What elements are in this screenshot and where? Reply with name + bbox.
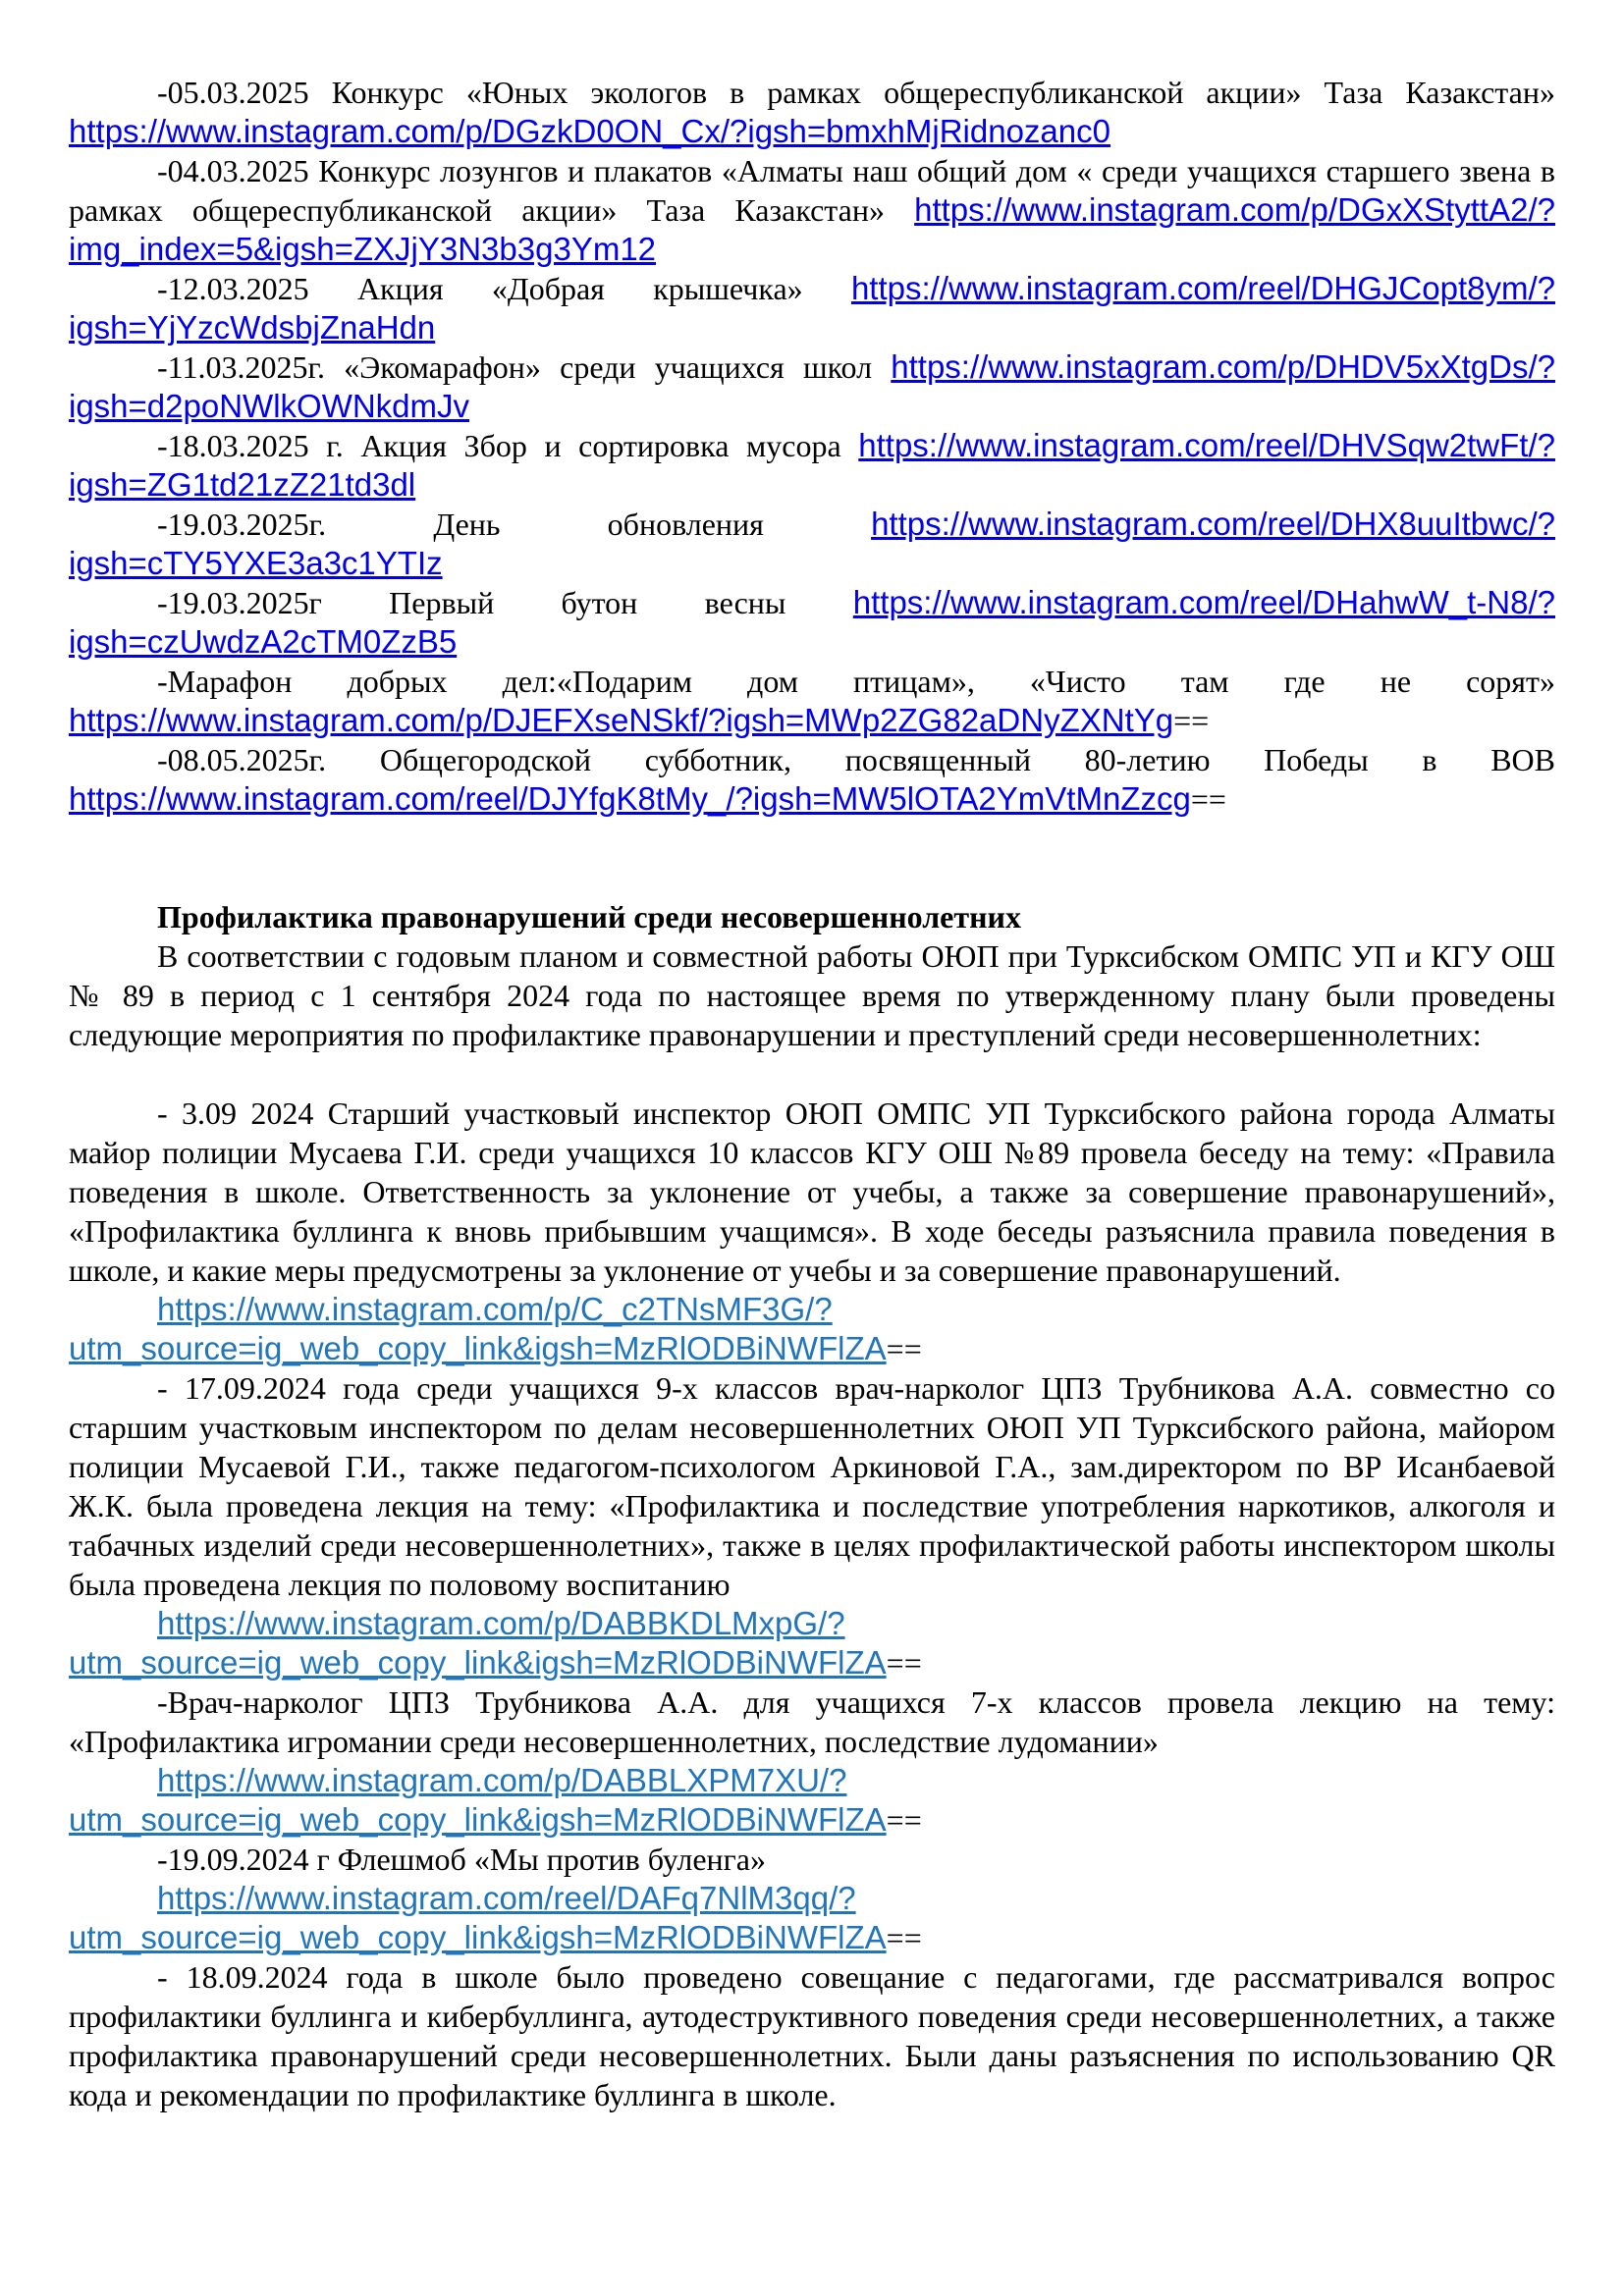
instagram-link[interactable]: https://www.instagram.com/reel/DHX8uuItbwc/?igsh=cTY5YXE3a3c1YTIz — [69, 506, 1555, 581]
instagram-link[interactable]: https://www.instagram.com/p/DHDV5xXtgDs/?igsh=d2poNWlkOWNkdmJv — [69, 348, 1555, 424]
text-run: -04.03.2025 Конкурс лозунгов и плакатов «Алматы наш общий дом « среди учащихся старшего звена в рамках общереспубликанской акции» Таза Казакстан» — [69, 153, 1555, 228]
instagram-link[interactable]: https://www.instagram.com/reel/DJYfgK8tMy_/?igsh=MW5lOTA2YmVtMnZzcg — [69, 780, 1191, 817]
event-paragraph-12-03-2025 — [69, 269, 1555, 347]
instagram-link[interactable]: https://www.instagram.com/reel/DAFq7NlM3qq/?utm_source=ig_web_copy_link&igsh=MzRlODBiNWFlZA — [69, 1880, 887, 1955]
text-run: -19.09.2024 г Флешмоб «Мы против буленга» — [157, 1842, 766, 1877]
blank-line — [69, 858, 1555, 897]
text-run: == — [1190, 781, 1226, 817]
blank-line — [69, 819, 1555, 858]
text-run: == — [1173, 703, 1210, 738]
text-run: -19.03.2025г Первый бутон весны — [157, 585, 853, 620]
text-run: - 17.09.2024 года среди учащихся 9-х классов врач-нарколог ЦПЗ Трубникова А.А. совместно со старшим участковым инспектором по делам несовершеннолетних ОЮП УП Турксибского района, майором полиции Мусаевой Г.И., также педагогом-психологом Аркиновой Г.А., зам.директором по ВР Исанбаевой Ж.К. была проведена лекция на тему: «Профилактика и последствие употребления наркотиков, алкоголя и табачных изделий среди несовершеннолетних», также в целях профилактической работы инспектором школы была проведена лекция по половому воспитанию — [69, 1370, 1555, 1602]
text-run: -12.03.2025 Акция «Добрая крышечка» — [157, 271, 851, 306]
text-run: -Марафон добрых дел:«Подарим дом птицам», «Чисто там где не сорят» — [157, 664, 1555, 699]
text-run: -18.03.2025 г. Акция Збор и сортировка мусора — [157, 428, 859, 463]
event-paragraph-18-03-2025 — [69, 426, 1555, 505]
link-paragraph — [69, 1761, 1555, 1840]
event-paragraph-04-03-2025 — [69, 151, 1555, 269]
event-paragraph-19-09-2024 — [69, 1840, 1555, 1879]
event-paragraph-marafon — [69, 662, 1555, 740]
event-paragraph-05-03-2025 — [69, 73, 1555, 151]
section-heading-profilaktika — [69, 897, 1555, 936]
text-run: - 18.09.2024 года в школе было проведено совещание с педагогами, где рассматривался вопрос профилактики буллинга и кибербуллинга, аутодеструктивного поведения среди несовершеннолетних, а также профилактика правонарушений среди несовершеннолетних. Были даны разъяснения по использованию QR кода и рекомендации по профилактике буллинга в школе. — [69, 1959, 1555, 2112]
text-run: == — [886, 1331, 922, 1366]
instagram-link[interactable]: https://www.instagram.com/p/DGzkD0ON_Cx/?igsh=bmxhMjRidnozanc0 — [69, 113, 1110, 149]
event-paragraph-3-09-2024 — [69, 1094, 1555, 1290]
instagram-link[interactable]: https://www.instagram.com/reel/DHGJCopt8ym/?igsh=YjYzcWdsbjZnaHdn — [69, 270, 1555, 346]
text-run: == — [886, 1802, 922, 1838]
event-paragraph-vrach-narkolog — [69, 1682, 1555, 1761]
text-run: -19.03.2025г. День обновления — [157, 507, 872, 542]
text-run: В соответствии с годовым планом и совместной работы ОЮП при Турксибском ОМПС УП и КГУ ОШ № 89 в период с 1 сентября 2024 года по настоящее время по утвержденному плану были проведены следующие мероприятия по профилактике правонарушении и преступлений среди несовершеннолетних: — [69, 938, 1555, 1052]
text-run: -11.03.2025г. «Экомарафон» среди учащихся школ — [157, 349, 892, 385]
link-paragraph — [69, 1604, 1555, 1682]
text-run: -05.03.2025 Конкурс «Юных экологов в рамках общереспубликанской акции» Таза Казакстан» — [157, 75, 1555, 110]
text-run: == — [886, 1920, 922, 1955]
instagram-link[interactable]: https://www.instagram.com/reel/DHVSqw2twFt/?igsh=ZG1td21zZ21td3dl — [69, 427, 1555, 503]
text-run: Профилактика правонарушений среди несовершеннолетних — [157, 899, 1021, 934]
event-paragraph-11-03-2025 — [69, 347, 1555, 426]
event-paragraph-19-03-2025 — [69, 505, 1555, 583]
blank-line — [69, 1054, 1555, 1094]
instagram-link[interactable]: https://www.instagram.com/p/DABBLXPM7XU/?utm_source=ig_web_copy_link&igsh=MzRlODBiNWFlZA — [69, 1762, 887, 1838]
document-content — [69, 73, 1555, 2114]
instagram-link[interactable]: https://www.instagram.com/reel/DHahwW_t-N8/?igsh=czUwdzA2cTM0ZzB5 — [69, 584, 1555, 660]
instagram-link[interactable]: https://www.instagram.com/p/DGxXStyttA2/?img_index=5&igsh=ZXJjY3N3b3g3Ym12 — [69, 191, 1555, 267]
instagram-link[interactable]: https://www.instagram.com/p/C_c2TNsMF3G/?utm_source=ig_web_copy_link&igsh=MzRlODBiNWFlZA — [69, 1291, 887, 1366]
intro-paragraph — [69, 936, 1555, 1054]
text-run: -08.05.2025г. Общегородской субботник, посвященный 80-летию Победы в ВОВ — [157, 742, 1555, 777]
text-run: - 3.09 2024 Старший участковый инспектор ОЮП ОМПС УП Турксибского района города Алматы майор полиции Мусаева Г.И. среди учащихся 10 классов КГУ ОШ №89 провела беседу на тему: «Правила поведения в школе. Ответственность за уклонение от учебы, а также за совершение правонарушений», «Профилактика буллинга к вновь прибывшим учащимся». В ходе беседы разъяснила правила поведения в школе, и какие меры предусмотрены за уклонение от учебы и за совершение правонарушений. — [69, 1095, 1555, 1288]
instagram-link[interactable]: https://www.instagram.com/p/DABBKDLMxpG/?utm_source=ig_web_copy_link&igsh=MzRlODBiNWFlZA — [69, 1605, 887, 1681]
instagram-link[interactable]: https://www.instagram.com/p/DJEFXseNSkf/?igsh=MWp2ZG82aDNyZXNtYg — [69, 702, 1174, 738]
text-run: -Врач-нарколог ЦПЗ Трубникова А.А. для учащихся 7-х классов провела лекцию на тему: «Профилактика игромании среди несовершеннолетних, последствие лудомании» — [69, 1684, 1555, 1759]
link-paragraph — [69, 1879, 1555, 1957]
text-run: == — [886, 1645, 922, 1681]
event-paragraph-17-09-2024 — [69, 1368, 1555, 1604]
event-paragraph-08-05-2025 — [69, 740, 1555, 819]
link-paragraph — [69, 1290, 1555, 1368]
event-paragraph-18-09-2024 — [69, 1957, 1555, 2114]
event-paragraph-19-03-2025-buton — [69, 583, 1555, 662]
